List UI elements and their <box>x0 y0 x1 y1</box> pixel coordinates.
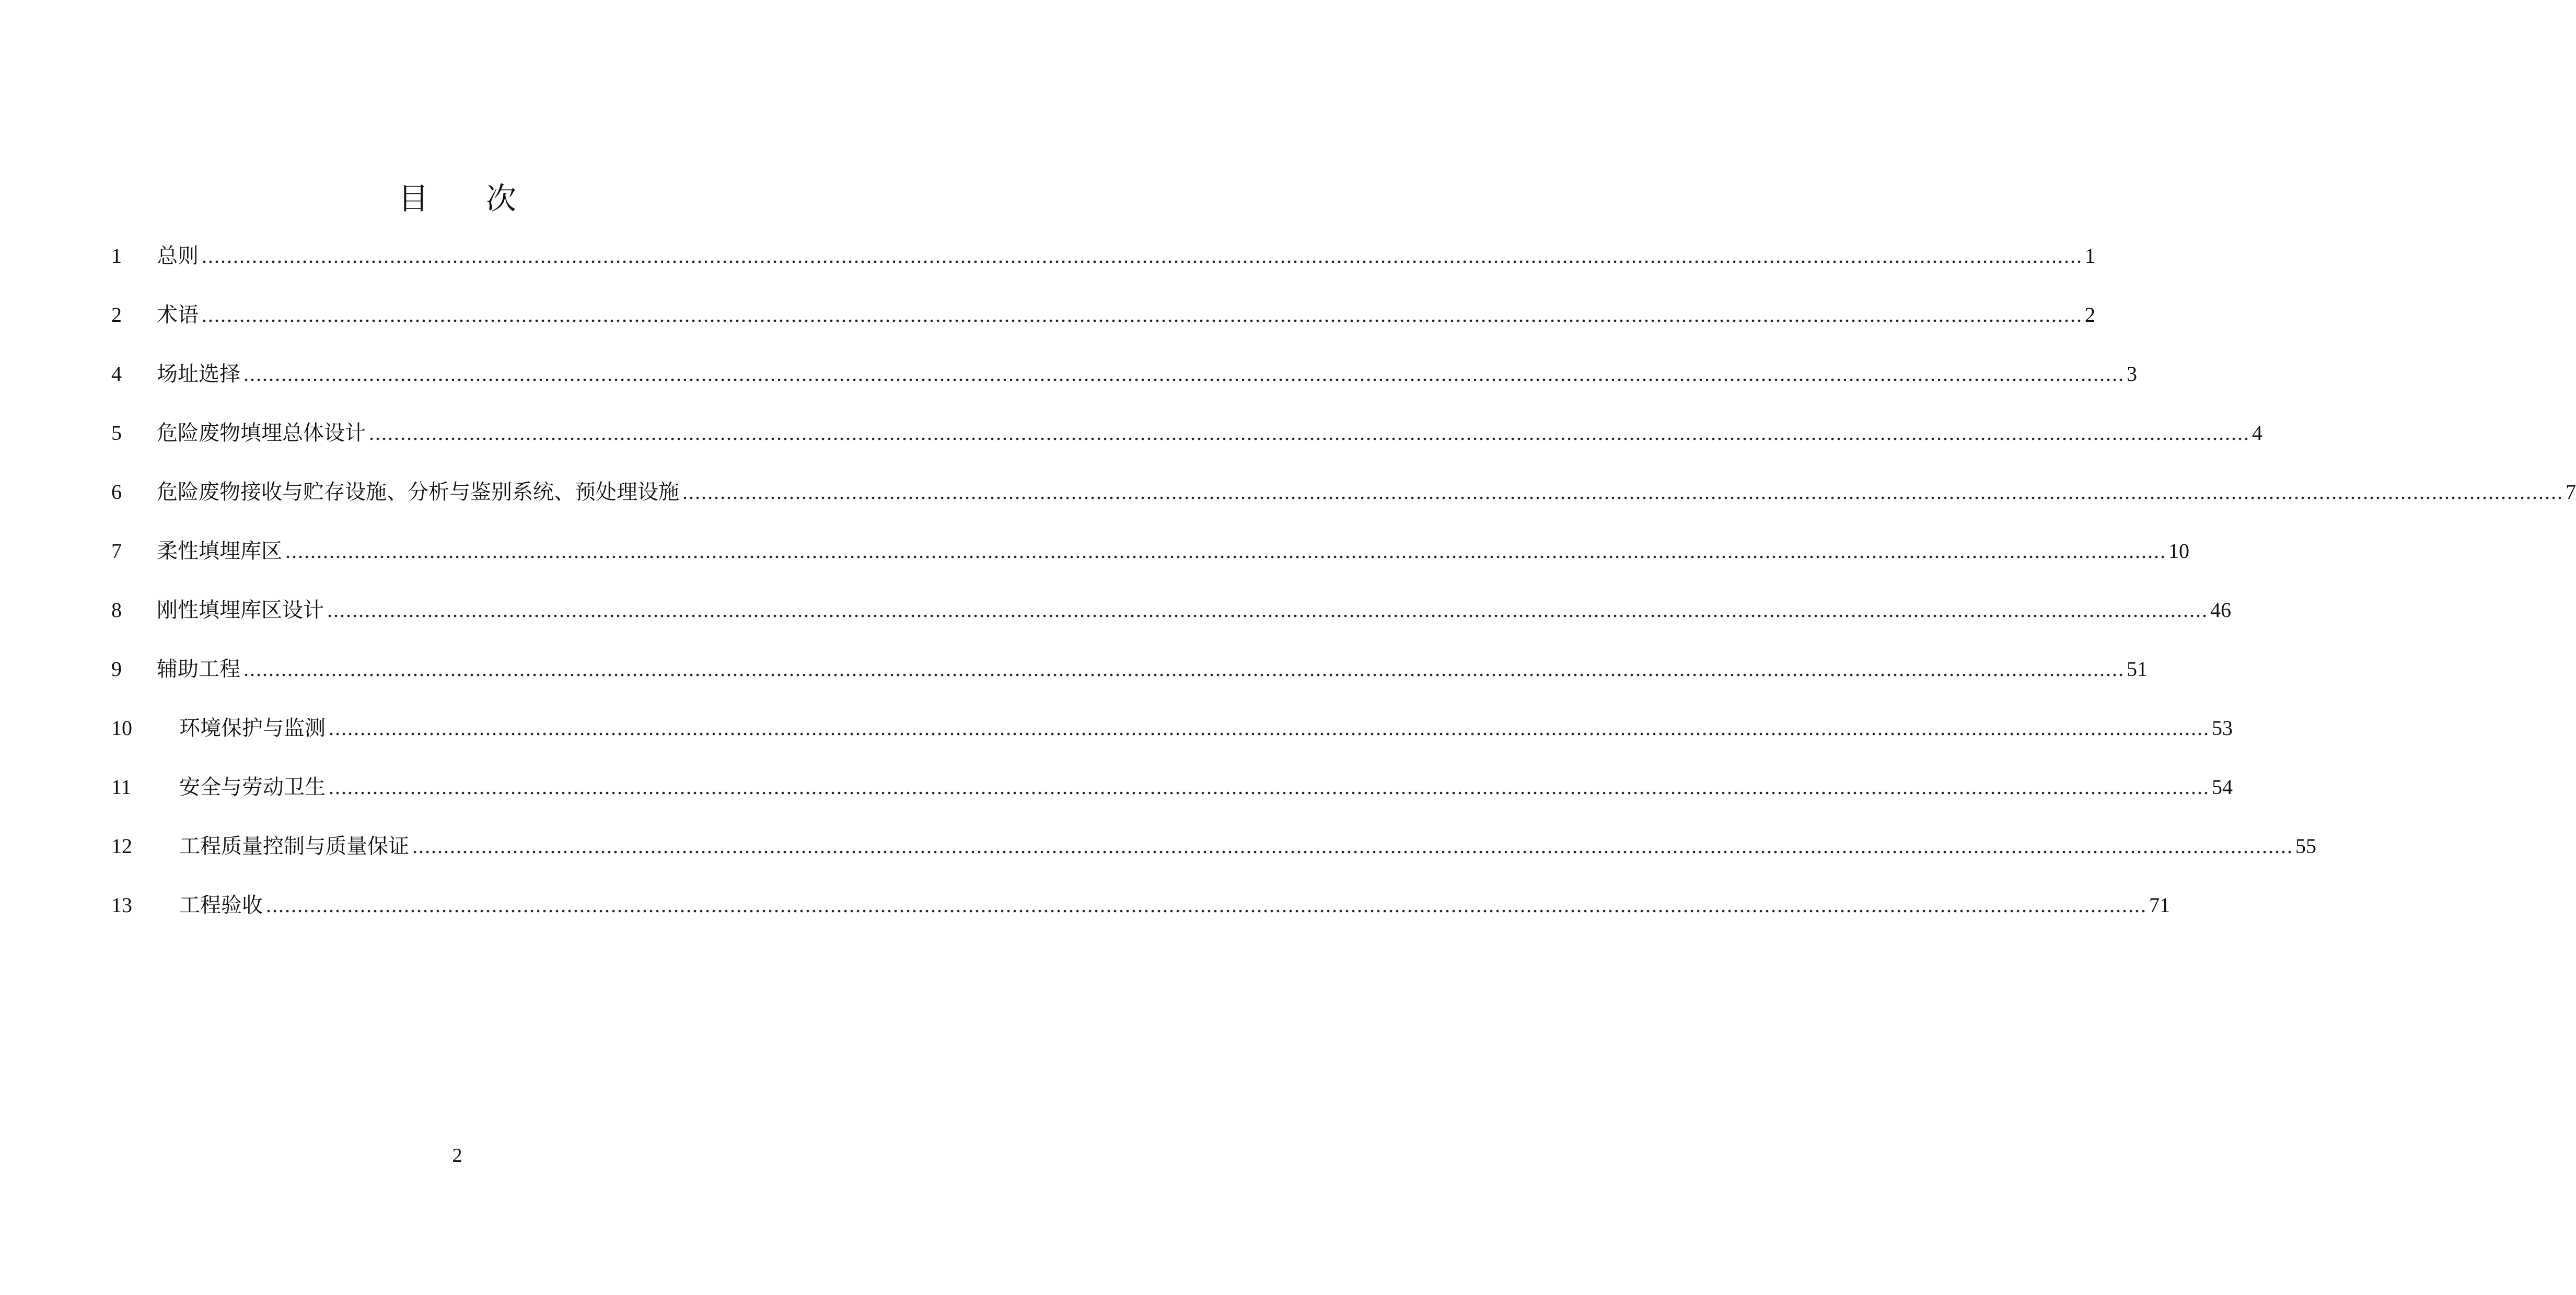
toc-entry-title: 危险废物接收与贮存设施、分析与鉴别系统、预处理设施 <box>157 480 679 504</box>
toc-entry-number: 1 <box>111 244 122 267</box>
toc-entry-number: 13 <box>111 893 132 917</box>
toc-entry-number: 7 <box>111 539 122 563</box>
toc-entry-title: 柔性填埋库区 <box>157 539 282 563</box>
toc-entry[interactable] <box>111 239 2095 298</box>
toc-entry-number: 8 <box>111 598 122 622</box>
toc-leader-dots: ............................................................................................................................................................................................................................................................................................................ <box>682 480 2563 504</box>
toc-entry-number: 11 <box>111 775 132 799</box>
toc-leader-dots: ............................................................................................................................................................................................................................................................................................................ <box>202 244 2083 267</box>
toc-entry-number: 2 <box>111 303 122 326</box>
toc-leader-dots: ............................................................................................................................................................................................................................................................................................................ <box>243 362 2125 386</box>
toc-entry-title: 术语 <box>157 303 199 327</box>
title-char-right: 次 <box>486 181 517 216</box>
toc-entry[interactable] <box>111 889 2170 948</box>
toc-entry-page: 1 <box>2085 244 2095 267</box>
toc-entry[interactable] <box>111 652 2148 711</box>
toc-entry-title: 环境保护与监测 <box>179 716 326 740</box>
toc-entry[interactable] <box>111 771 2233 830</box>
title-char-left: 目 <box>398 181 428 216</box>
toc-entry[interactable] <box>111 416 2262 475</box>
toc-entry-number: 6 <box>111 480 122 504</box>
toc-entry-number: 9 <box>111 657 122 681</box>
toc-entry-number: 4 <box>111 362 122 386</box>
toc-leader-dots: ............................................................................................................................................................................................................................................................................................................ <box>412 834 2293 858</box>
toc-entry-number: 10 <box>111 716 132 740</box>
toc-leader-dots: ............................................................................................................................................................................................................................................................................................................ <box>266 893 2147 917</box>
toc-entry[interactable] <box>111 711 2233 771</box>
toc-entry[interactable] <box>111 593 2231 652</box>
toc-entry-title: 危险废物填埋总体设计 <box>157 421 366 445</box>
toc-leader-dots: ............................................................................................................................................................................................................................................................................................................ <box>285 539 2166 563</box>
toc-entry-title: 安全与劳动卫生 <box>179 775 326 799</box>
toc-entry-title: 场址选择 <box>157 362 240 386</box>
toc-entry-title: 辅助工程 <box>157 657 240 681</box>
toc-leader-dots: ............................................................................................................................................................................................................................................................................................................ <box>202 303 2083 326</box>
table-of-contents <box>111 239 2576 948</box>
toc-entry-title: 工程验收 <box>179 893 263 917</box>
toc-leader-dots: ............................................................................................................................................................................................................................................................................................................ <box>327 598 2208 622</box>
toc-entry[interactable] <box>111 298 2095 357</box>
page-number: 2 <box>452 1145 462 1166</box>
toc-entry-page: 2 <box>2085 303 2095 326</box>
toc-leader-dots: ............................................................................................................................................................................................................................................................................................................ <box>329 716 2210 740</box>
toc-entry-page: 54 <box>2212 775 2233 799</box>
toc-entry-title: 总则 <box>157 244 199 268</box>
toc-entry-title: 工程质量控制与质量保证 <box>179 834 409 858</box>
toc-entry-title: 刚性填埋库区设计 <box>157 598 324 622</box>
toc-entry[interactable] <box>111 534 2189 593</box>
toc-entry[interactable] <box>111 357 2137 416</box>
toc-entry-page: 55 <box>2295 834 2316 858</box>
toc-entry-page: 7 <box>2566 480 2576 504</box>
toc-entry-page: 10 <box>2168 539 2189 563</box>
toc-entry[interactable] <box>111 475 2576 534</box>
toc-entry-page: 71 <box>2149 893 2170 917</box>
toc-entry-number: 12 <box>111 834 132 858</box>
toc-leader-dots: ............................................................................................................................................................................................................................................................................................................ <box>329 775 2210 799</box>
toc-leader-dots: ............................................................................................................................................................................................................................................................................................................ <box>369 421 2250 445</box>
toc-entry-page: 46 <box>2210 598 2231 622</box>
page-title <box>0 178 914 219</box>
toc-leader-dots: ............................................................................................................................................................................................................................................................................................................ <box>243 657 2125 681</box>
toc-entry-page: 3 <box>2127 362 2137 386</box>
toc-entry[interactable] <box>111 830 2316 889</box>
toc-entry-page: 4 <box>2252 421 2262 445</box>
toc-entry-page: 51 <box>2127 657 2148 681</box>
toc-entry-page: 53 <box>2212 716 2233 740</box>
toc-entry-number: 5 <box>111 421 122 445</box>
